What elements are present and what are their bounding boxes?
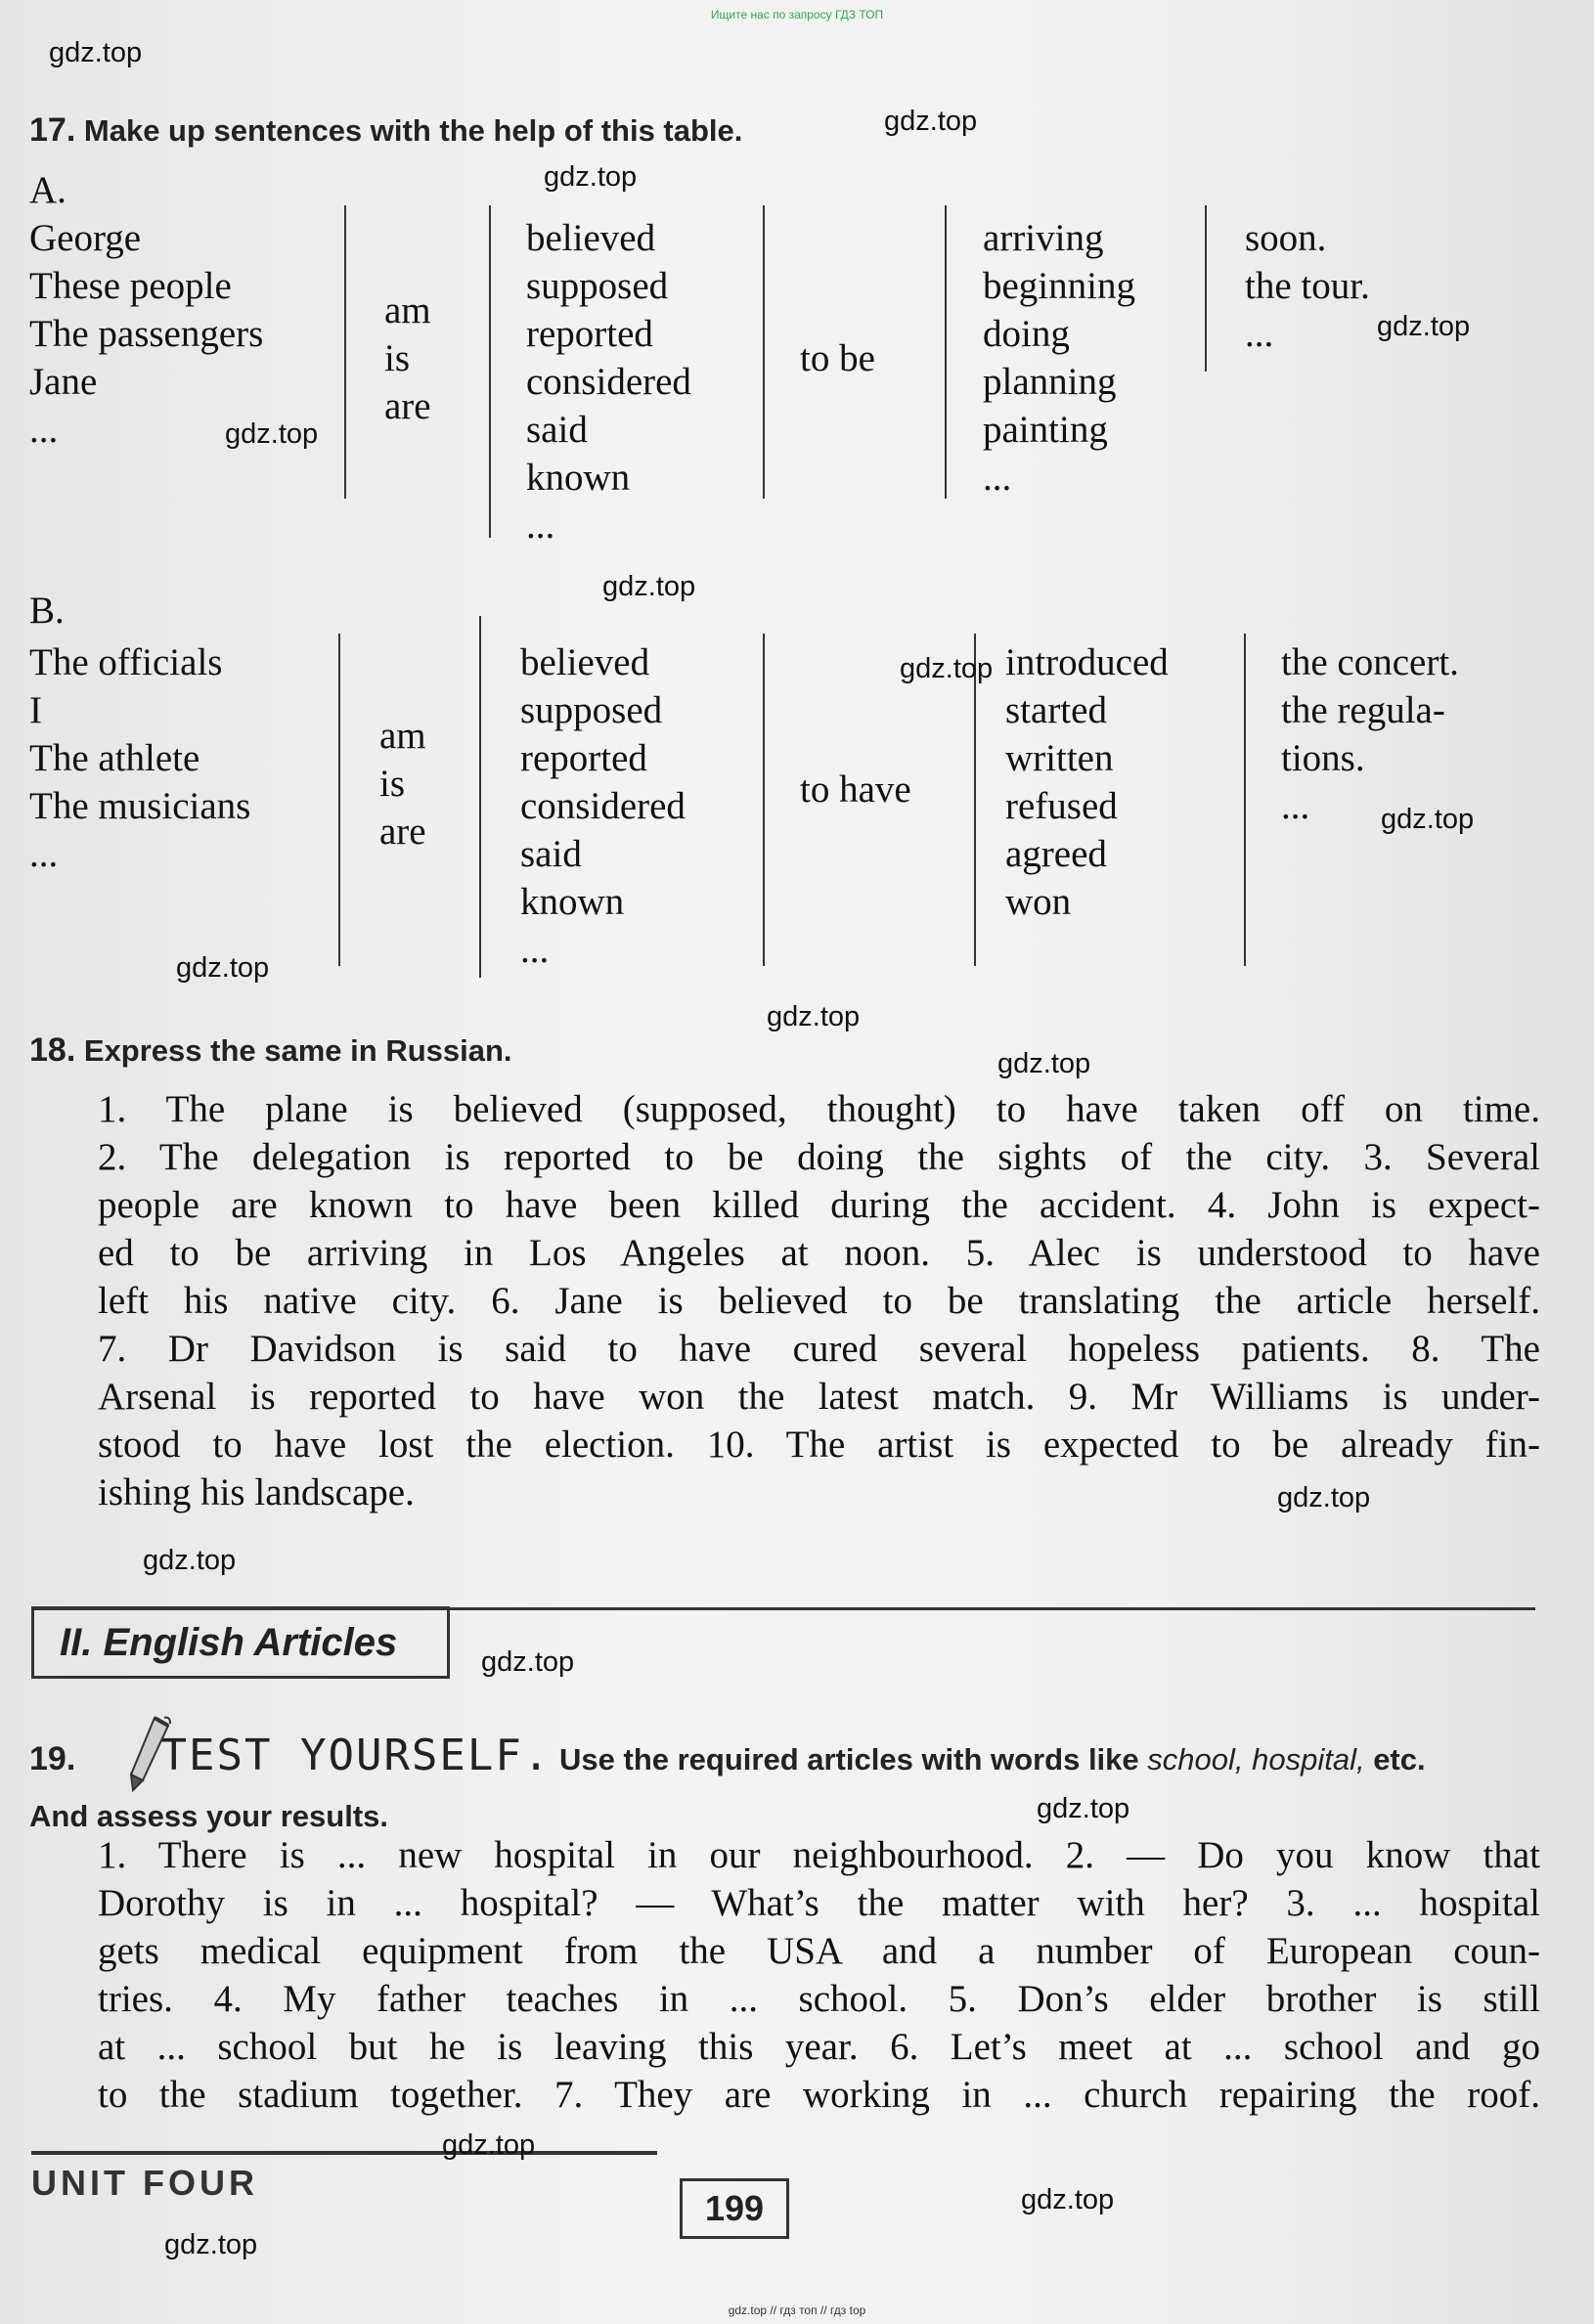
watermark: gdz.top xyxy=(1381,804,1475,835)
section-title: II. English Articles xyxy=(31,1606,450,1679)
list-item: soon. xyxy=(1245,217,1327,259)
watermark: gdz.top xyxy=(481,1646,575,1678)
list-item: are xyxy=(384,385,431,427)
list-item: introduced xyxy=(1005,641,1169,683)
list-item: the tour. xyxy=(1245,265,1370,307)
ex17-a-inf: to be xyxy=(800,337,875,379)
list-item: ... xyxy=(29,409,59,451)
list-item: considered xyxy=(526,361,691,403)
ex18-number: 18. xyxy=(29,1031,76,1069)
text-line: 1. The plane is believed (supposed, thought) to have taken off on time. xyxy=(98,1088,1540,1130)
watermark: gdz.top xyxy=(143,1545,237,1576)
list-item: the concert. xyxy=(1281,641,1459,683)
list-item: am xyxy=(379,715,426,757)
text-line: people are known to have been killed during the accident. 4. John is expect- xyxy=(98,1184,1540,1226)
list-item: ... xyxy=(1281,785,1310,827)
pencil-icon xyxy=(125,1716,172,1792)
list-item: supposed xyxy=(520,689,663,731)
list-item: reported xyxy=(526,313,653,355)
list-item: George xyxy=(29,217,142,259)
list-item: is xyxy=(384,337,411,379)
ex17-b-ends xyxy=(1281,638,1459,830)
text-line: stood to have lost the election. 10. The artist is expected to be already fin- xyxy=(98,1424,1540,1466)
ex17-b-be xyxy=(379,712,426,855)
watermark: gdz.top xyxy=(997,1048,1091,1079)
list-item: written xyxy=(1005,737,1114,779)
table-divider xyxy=(338,634,340,966)
watermark: gdz.top xyxy=(225,418,319,450)
ex17-b-inf: to have xyxy=(800,768,911,811)
bottom-note: gdz.top // гдз топ // гдз top xyxy=(728,2303,866,2317)
ex17-b-verbs xyxy=(520,638,686,974)
list-item: known xyxy=(526,457,631,499)
list-item: said xyxy=(526,409,588,451)
table-divider xyxy=(1244,634,1246,966)
table-divider xyxy=(763,634,765,966)
watermark: gdz.top xyxy=(544,161,638,193)
watermark: gdz.top xyxy=(1277,1482,1371,1513)
list-item: started xyxy=(1005,689,1107,731)
watermark: gdz.top xyxy=(1377,311,1471,342)
list-item: am xyxy=(384,289,431,331)
list-item: beginning xyxy=(983,265,1135,307)
list-item: ... xyxy=(1245,313,1274,355)
list-item: Jane xyxy=(29,361,98,403)
text-line: 7. Dr Davidson is said to have cured several hopeless patients. 8. The xyxy=(98,1328,1540,1370)
footer-rule xyxy=(31,2151,657,2155)
text-line: tries. 4. My father teaches in ... school. 5. Don’s elder brother is still xyxy=(98,1978,1540,2020)
text-line: ed to be arriving in Los Angeles at noon. 5. Alec is understood to have xyxy=(98,1232,1540,1274)
list-item: won xyxy=(1005,881,1072,923)
list-item: believed xyxy=(526,217,656,259)
list-item: painting xyxy=(983,409,1108,451)
ex17-part-a-label: A. xyxy=(29,169,66,211)
ex17-a-ends xyxy=(1245,214,1370,358)
ex18-heading xyxy=(29,1031,512,1070)
text-line: ishing his landscape. xyxy=(98,1471,415,1513)
list-item: said xyxy=(520,833,582,875)
test-yourself-label: TEST YOURSELF. xyxy=(160,1731,552,1780)
watermark: gdz.top xyxy=(884,106,978,137)
list-item: planning xyxy=(983,361,1117,403)
list-item: the regula- xyxy=(1281,689,1445,731)
list-item: ... xyxy=(526,504,555,547)
text-line: 2. The delegation is reported to be doing the sights of the city. 3. Several xyxy=(98,1136,1540,1178)
watermark: gdz.top xyxy=(900,653,994,684)
text-line: 1. There is ... new hospital in our neighbourhood. 2. — Do you know that xyxy=(98,1834,1540,1876)
ex19-title-pre: Use the required articles with words like xyxy=(559,1742,1148,1776)
ex19-title-line2: And assess your results. xyxy=(29,1799,388,1833)
text-line: at ... school but he is leaving this year. 6. Let’s meet at ... school and go xyxy=(98,2026,1540,2068)
list-item: The officials xyxy=(29,641,223,683)
list-item: supposed xyxy=(526,265,669,307)
list-item: I xyxy=(29,689,42,731)
table-divider xyxy=(479,616,481,978)
ex18-text xyxy=(98,1085,1540,1516)
ex19-title-italic: school, hospital, xyxy=(1147,1742,1365,1776)
watermark: gdz.top xyxy=(442,2129,536,2161)
list-item: believed xyxy=(520,641,650,683)
list-item: These people xyxy=(29,265,232,307)
ex18-title: Express the same in Russian. xyxy=(83,1033,512,1068)
table-divider xyxy=(344,205,346,499)
list-item: reported xyxy=(520,737,647,779)
watermark: gdz.top xyxy=(602,571,696,602)
ex17-title: Make up sentences with the help of this table. xyxy=(83,113,743,148)
ex19-heading xyxy=(29,1731,1426,1780)
list-item: considered xyxy=(520,785,686,827)
text-line: to the stadium together. 7. They are working in ... church repairing the roof. xyxy=(98,2074,1540,2116)
list-item: The passengers xyxy=(29,313,264,355)
ex17-number: 17. xyxy=(29,111,76,149)
text-line: gets medical equipment from the USA and a number of European coun- xyxy=(98,1930,1540,1972)
list-item: are xyxy=(379,811,426,853)
text-line: left his native city. 6. Jane is believed to be translating the article herself. xyxy=(98,1280,1540,1322)
list-item: arriving xyxy=(983,217,1104,259)
table-divider xyxy=(945,205,947,499)
table-divider xyxy=(763,205,765,499)
ex19-number: 19. xyxy=(29,1740,76,1777)
table-divider xyxy=(489,205,491,538)
ex19-text xyxy=(98,1831,1540,2119)
ex17-b-parts xyxy=(1005,638,1169,926)
text-line: Dorothy is in ... hospital? — What’s the matter with her? 3. ... hospital xyxy=(98,1882,1540,1924)
top-note: Ищите нас по запросу ГДЗ ТОП xyxy=(710,8,884,22)
list-item: The musicians xyxy=(29,785,251,827)
watermark: gdz.top xyxy=(49,37,143,68)
ex17-part-b-label: B. xyxy=(29,590,65,632)
page-number: 199 xyxy=(680,2178,789,2239)
ex17-a-verbs xyxy=(526,214,691,549)
list-item: ... xyxy=(983,457,1012,499)
table-divider xyxy=(1205,205,1207,372)
list-item: agreed xyxy=(1005,833,1107,875)
list-item: The athlete xyxy=(29,737,200,779)
ex17-a-be xyxy=(384,286,431,430)
list-item: is xyxy=(379,763,406,805)
list-item: ... xyxy=(520,929,550,971)
list-item: tions. xyxy=(1281,737,1365,779)
ex17-heading xyxy=(29,111,742,150)
text-line: Arsenal is reported to have won the latest match. 9. Mr Williams is under- xyxy=(98,1376,1540,1418)
watermark: gdz.top xyxy=(1021,2184,1115,2215)
watermark: gdz.top xyxy=(1037,1793,1130,1824)
list-item: ... xyxy=(29,833,59,875)
ex17-a-ing xyxy=(983,214,1135,502)
watermark: gdz.top xyxy=(176,952,270,984)
unit-label: UNIT FOUR xyxy=(31,2163,258,2203)
ex17-b-subjects xyxy=(29,638,250,878)
list-item: known xyxy=(520,881,625,923)
watermark: gdz.top xyxy=(767,1001,861,1032)
watermark: gdz.top xyxy=(164,2229,258,2260)
list-item: refused xyxy=(1005,785,1118,827)
list-item: doing xyxy=(983,313,1070,355)
ex19-title-post: etc. xyxy=(1364,1742,1426,1776)
